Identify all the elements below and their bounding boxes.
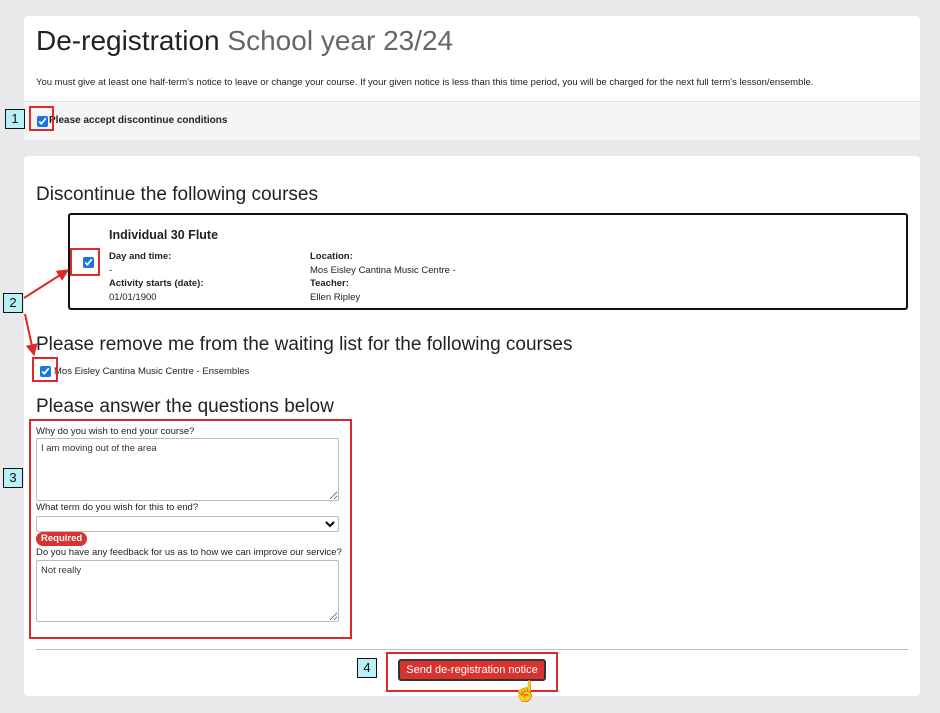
annotation-number-1: 1	[5, 109, 25, 129]
teacher-label: Teacher:	[310, 278, 349, 289]
day-time-label: Day and time:	[109, 251, 172, 262]
discontinue-heading: Discontinue the following courses	[36, 184, 318, 205]
notice-text: You must give at least one half-term's notice to leave or change your course. If your given notice is less than this time period, you will be charged for the next full term's lesson/ensemble.	[36, 77, 814, 88]
send-deregistration-button[interactable]: Send de-registration notice	[398, 659, 546, 681]
annotation-arrow-down	[25, 314, 34, 355]
annotation-arrow-up	[24, 270, 68, 298]
q2-label: What term do you wish for this to end?	[36, 502, 199, 513]
waiting-list-item-label: Mos Eisley Cantina Music Centre - Ensembles	[54, 366, 250, 377]
page-title-school-year: School year 23/24	[227, 25, 454, 56]
day-time-value: -	[109, 265, 113, 276]
page-title-main: De-registration	[36, 25, 220, 56]
q3-label: Do you have any feedback for us as to how we can improve our service?	[36, 547, 342, 558]
required-badge: Required	[36, 532, 87, 546]
activity-starts-value: 01/01/1900	[109, 292, 157, 303]
course-name: Individual 30 Flute	[109, 228, 219, 242]
waiting-list-heading: Please remove me from the waiting list for the following courses	[36, 334, 573, 355]
pointer-hand-cursor-icon: ☝	[513, 681, 538, 703]
activity-starts-label: Activity starts (date):	[109, 278, 204, 289]
location-value: Mos Eisley Cantina Music Centre -	[310, 265, 456, 276]
accept-conditions-label: Please accept discontinue conditions	[49, 115, 228, 126]
q1-label: Why do you wish to end your course?	[36, 426, 195, 437]
questions-heading: Please answer the questions below	[36, 396, 334, 417]
annotation-number-3: 3	[3, 468, 23, 488]
location-label: Location:	[310, 251, 353, 262]
annotation-box-3	[29, 419, 352, 639]
annotation-number-2: 2	[3, 293, 23, 313]
annotation-number-4: 4	[357, 658, 377, 678]
teacher-value: Ellen Ripley	[310, 292, 361, 303]
